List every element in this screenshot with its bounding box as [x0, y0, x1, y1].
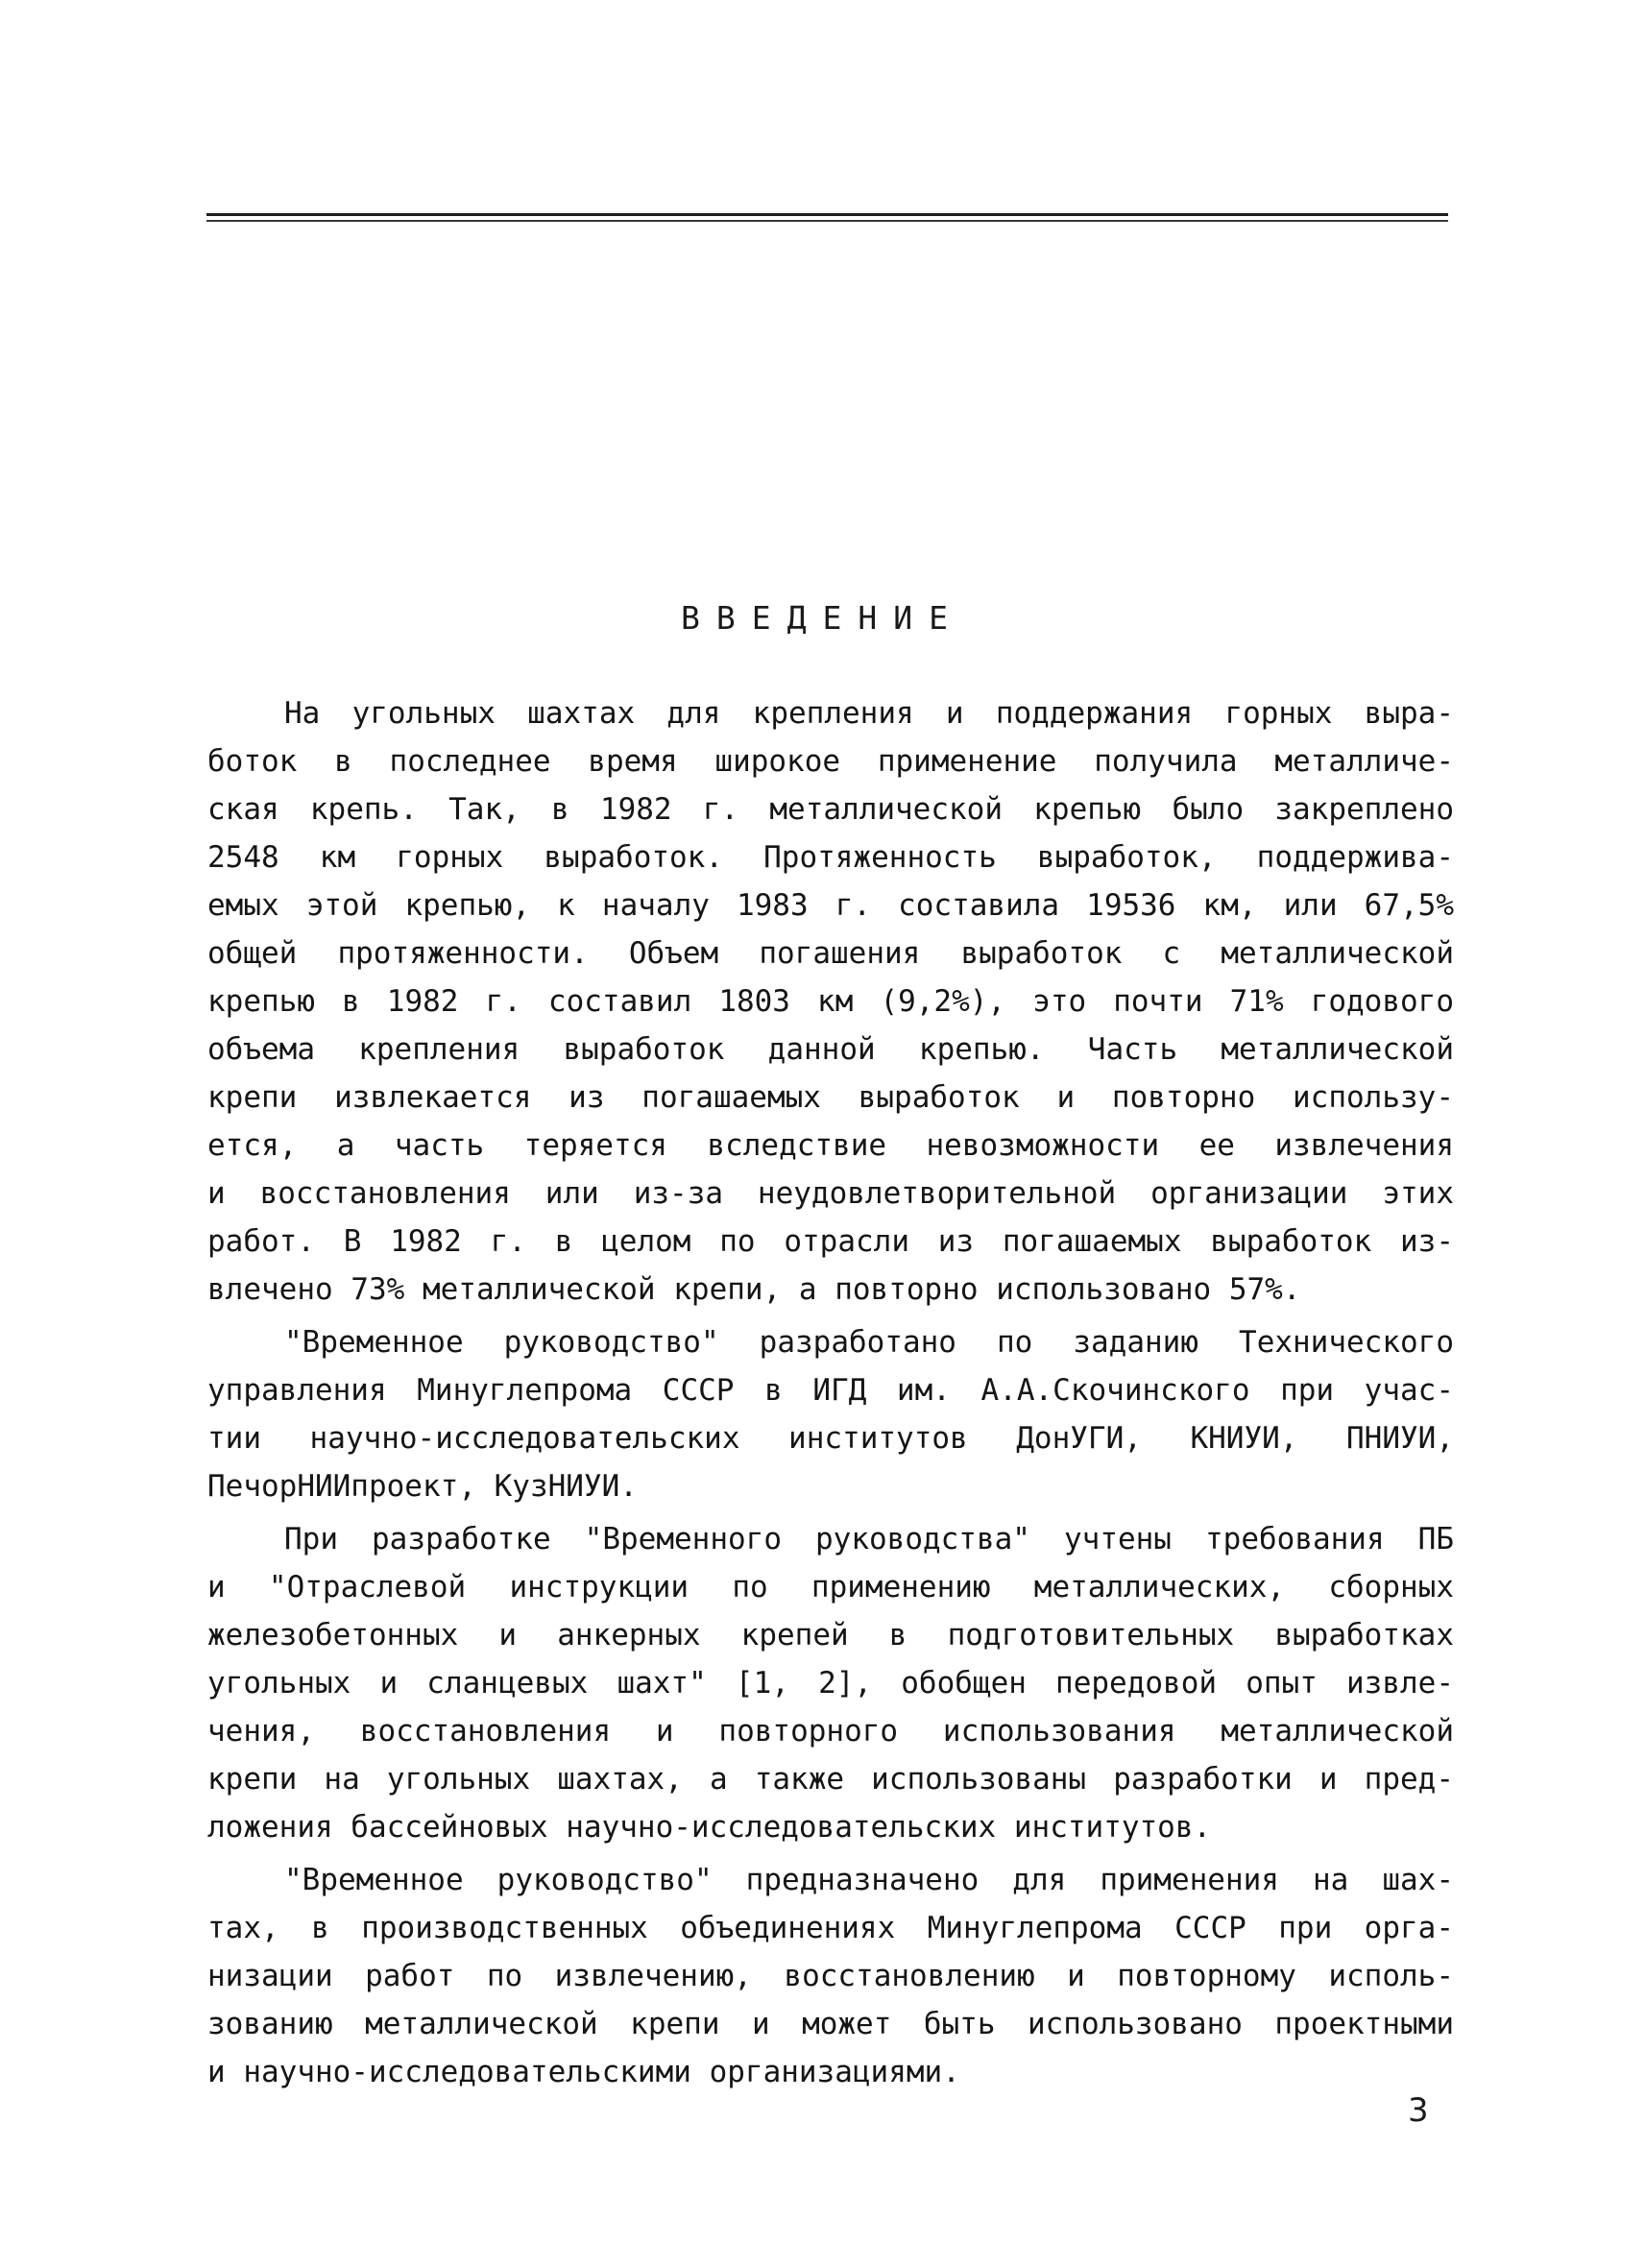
text-line: крепью в 1982 г. составил 1803 км (9,2%), это почти 71% годового: [207, 984, 1454, 1019]
text-line: емых этой крепью, к началу 1983 г. составила 19536 км, или 67,5%: [207, 888, 1454, 923]
text-line: ется, а часть теряется вследствие невозможности ее извлечения: [207, 1128, 1454, 1163]
text-line: объема крепления выработок данной крепью. Часть металлической: [207, 1032, 1454, 1067]
text-line: общей протяженности. Объем погашения выработок с металлической: [207, 936, 1454, 971]
body-text: [207, 689, 1454, 2096]
text-line: тах, в производственных объединениях Минуглепрома СССР при орга-: [207, 1911, 1454, 1945]
page-number: 3: [1408, 2091, 1429, 2130]
paragraph: [207, 1318, 1454, 1510]
header-rule-line-thick: [206, 213, 1448, 216]
text-line: управления Минуглепрома СССР в ИГД им. А.А.Скочинского при учас-: [207, 1373, 1454, 1408]
section-heading: ВВЕДЕНИЕ: [681, 599, 964, 637]
paragraph: [207, 1515, 1454, 1851]
text-line: железобетонных и анкерных крепей в подготовительных выработках: [207, 1618, 1454, 1653]
text-line: работ. В 1982 г. в целом по отрасли из погашаемых выработок из-: [207, 1224, 1454, 1259]
text-line: чения, восстановления и повторного использования металлической: [207, 1714, 1454, 1749]
text-line: крепи на угольных шахтах, а также использованы разработки и пред-: [207, 1762, 1454, 1797]
text-line: и "Отраслевой инструкции по применению металлических, сборных: [207, 1570, 1454, 1604]
text-line: влечено 73% металлической крепи, а повторно использовано 57%.: [207, 1272, 1301, 1307]
text-line: ская крепь. Так, в 1982 г. металлической крепью было закреплено: [207, 792, 1454, 827]
header-rule: [206, 213, 1448, 226]
text-line: тии научно-исследовательских институтов ДонУГИ, КНИУИ, ПНИУИ,: [207, 1421, 1454, 1456]
text-line: ПечорНИИпроект, КузНИУИ.: [207, 1469, 638, 1504]
text-line: угольных и сланцевых шахт" [1, 2], обобщен передовой опыт извле-: [207, 1666, 1454, 1701]
paragraph: [207, 1856, 1454, 2096]
header-rule-line-thin: [206, 220, 1448, 222]
text-line: "Временное руководство" разработано по заданию Технического: [284, 1325, 1454, 1360]
text-line: зованию металлической крепи и может быть использовано проектными: [207, 2007, 1454, 2041]
text-line: "Временное руководство" предназначено для применения на шах-: [284, 1863, 1454, 1897]
text-line: низации работ по извлечению, восстановлению и повторному исполь-: [207, 1959, 1454, 1993]
text-line: боток в последнее время широкое применение получила металличе-: [207, 744, 1454, 779]
text-line: При разработке "Временного руководства" учтены требования ПБ: [284, 1522, 1454, 1556]
paragraph: [207, 689, 1454, 1314]
text-line: На угольных шахтах для крепления и поддержания горных выра-: [284, 696, 1454, 731]
text-line: и восстановления или из-за неудовлетворительной организации этих: [207, 1176, 1454, 1211]
text-line: крепи извлекается из погашаемых выработок и повторно использу-: [207, 1080, 1454, 1115]
text-line: и научно-исследовательскими организациями.: [207, 2055, 960, 2089]
text-line: 2548 км горных выработок. Протяженность выработок, поддержива-: [207, 840, 1454, 875]
text-line: ложения бассейновых научно-исследовательских институтов.: [207, 1810, 1212, 1845]
